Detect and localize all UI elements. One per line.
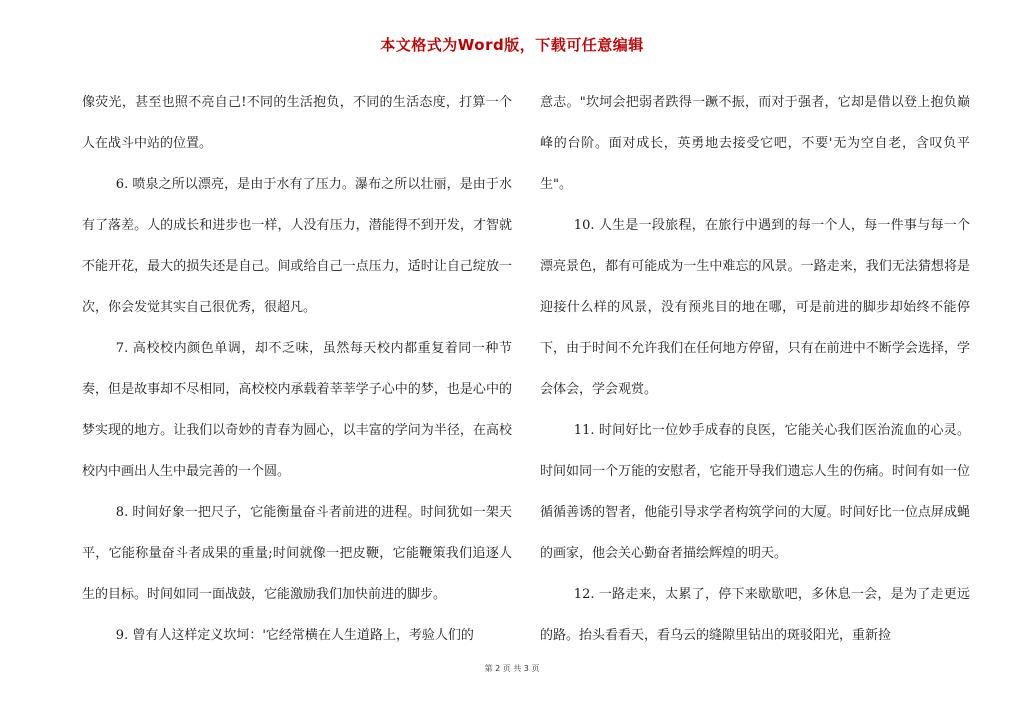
paragraph: 9. 曾有人这样定义坎坷：'它经常横在人生道路上，考验人们的 [115,628,474,643]
right-column [540,82,970,656]
paragraph: 8. 时间好象一把尺子，它能衡量奋斗者前进的进程。时间犹如一架天平，它能称量奋斗者成果的重量;时间就像一把皮鞭，它能鞭策我们追逐人生的目标。时间如同一面战鼓，它能激励我们加快前进的脚步。 [82,505,512,602]
paragraph: 6. 喷泉之所以漂亮，是由于水有了压力。瀑布之所以壮丽，是由于水有了落差。人的成长和进步也一样，人没有压力，潜能得不到开发，才智就不能开花，最大的损失还是自己。间或给自己一点压力，适时让自己绽放一次，你会发觉其实自己很优秀，很超凡。 [82,177,512,315]
paragraph: 像荧光，甚至也照不亮自己!不同的生活抱负，不同的生活态度，打算一个人在战斗中站的位置。 [82,95,512,151]
page-number: 第 2 页 共 3 页 [484,664,540,673]
left-column [82,82,512,656]
paragraph: 7. 高校校内颜色单调，却不乏味，虽然每天校内都重复着同一种节奏，但是故事却不尽相同，高校校内承载着莘莘学子心中的梦，也是心中的梦实现的地方。让我们以奇妙的青春为圆心，以丰富的学问为半径，在高校校内中画出人生中最完善的一个圆。 [82,341,512,479]
document-banner: 本文格式为Word版，下载可任意编辑 [380,36,644,54]
paragraph: 10. 人生是一段旅程，在旅行中遇到的每一个人，每一件事与每一个漂亮景色，都有可能成为一生中难忘的风景。一路走来，我们无法猜想将是迎接什么样的风景，没有预兆目的地在哪，可是前进的脚步却始终不能停下，由于时间不允许我们在任何地方停留，只有在前进中不断学会选择，学会体会，学会观赏。 [540,218,970,397]
paragraph: 意志。"坎坷会把弱者跌得一蹶不振，而对于强者，它却是借以登上抱负巅峰的台阶。面对成长，英勇地去接受它吧，不要'无为空自老，含叹负平生"。 [540,95,970,192]
paragraph: 12. 一路走来，太累了，停下来歇歇吧，多休息一会，是为了走更远的路。抬头看看天，看乌云的缝隙里钻出的斑驳阳光，重新捡 [540,587,970,643]
paragraph: 11. 时间好比一位妙手成春的良医，它能关心我们医治流血的心灵。时间如同一个万能的安慰者，它能开导我们遗忘人生的伤痛。时间有如一位循循善诱的智者，他能引导求学者构筑学问的大厦。时间好比一位点屏成蝇的画家，他会关心勤奋者描绘辉煌的明天。 [540,423,970,561]
